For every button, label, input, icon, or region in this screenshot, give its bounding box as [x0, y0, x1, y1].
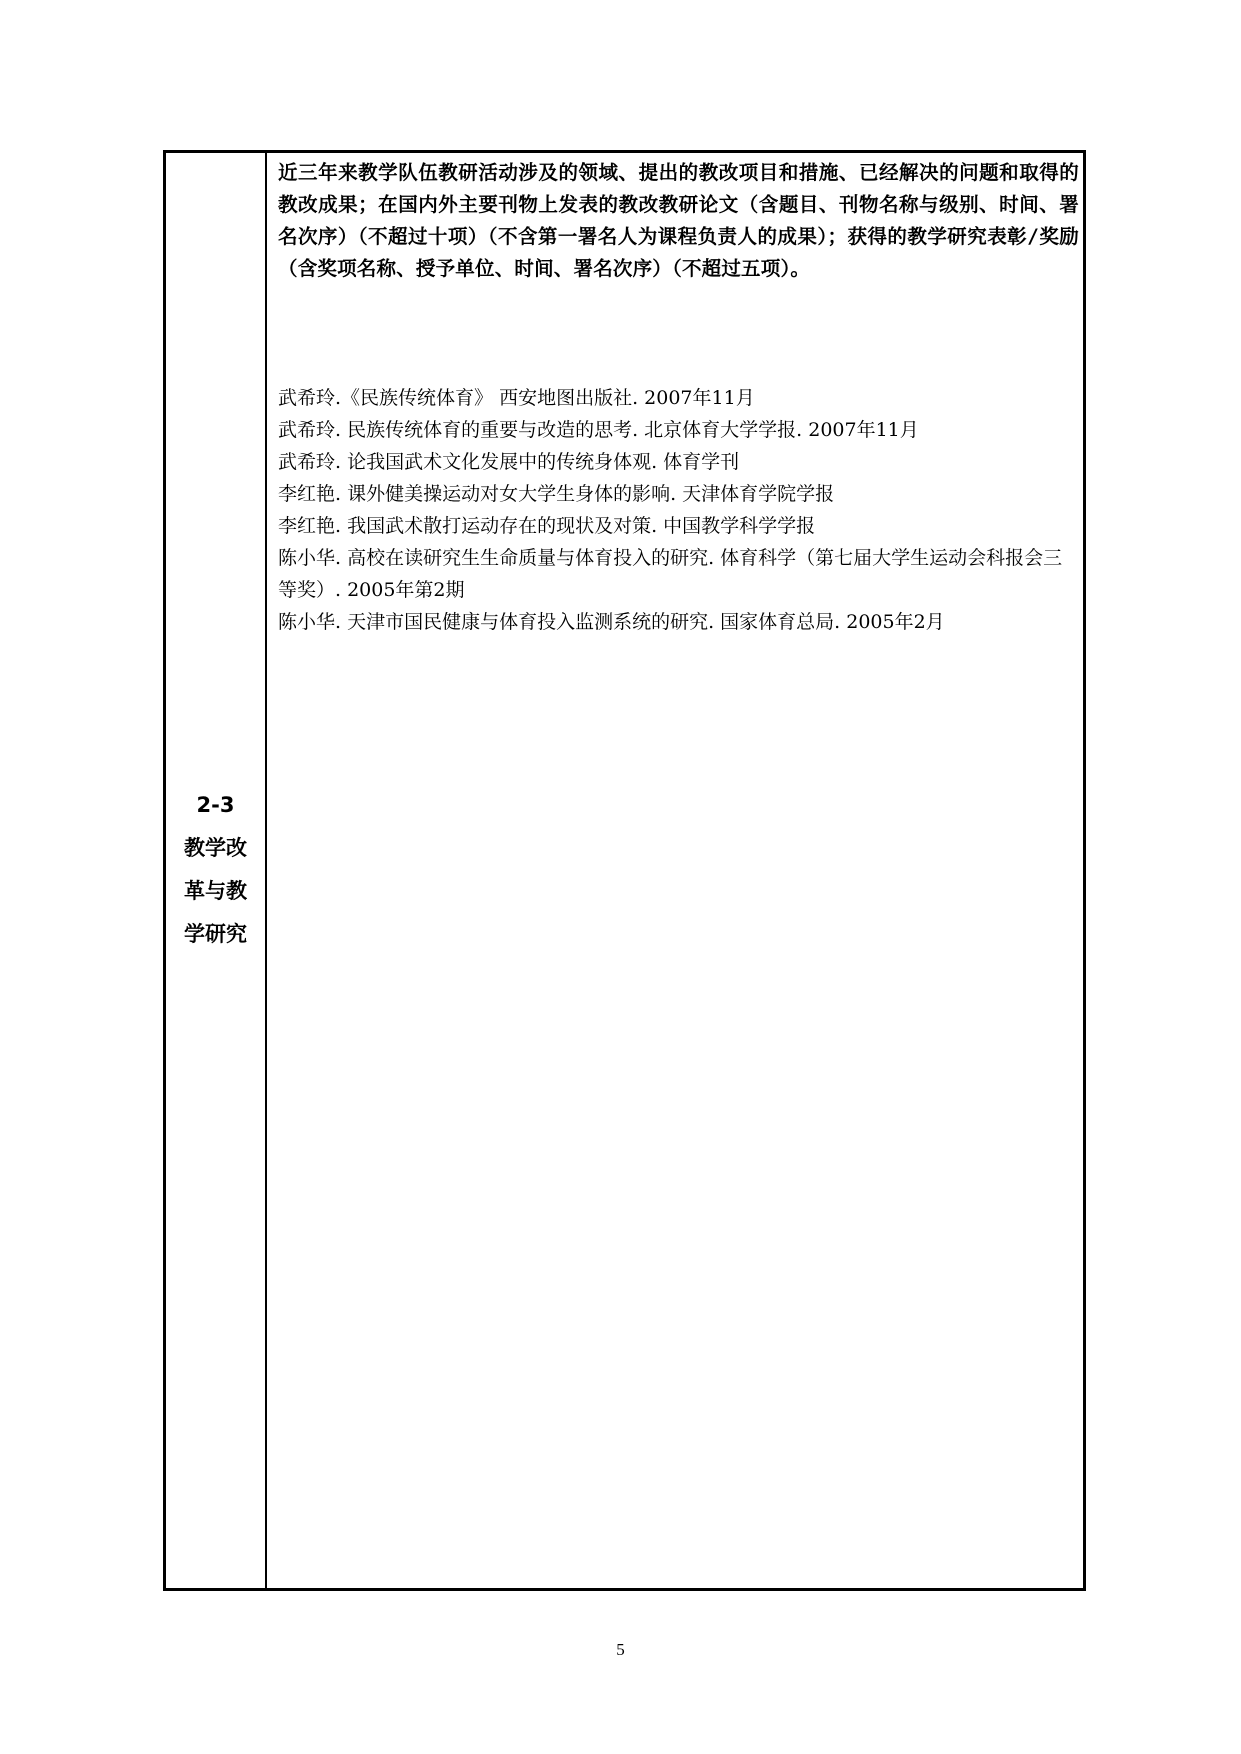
publication-entry: 李红艳. 课外健美操运动对女大学生身体的影响. 天津体育学院学报 — [278, 483, 835, 505]
section-content-cell — [267, 153, 1083, 1588]
instructions-text: 近三年来教学队伍教研活动涉及的领域、提出的教改项目和措施、已经解决的问题和取得的教改成果；在国内外主要刊物上发表的教改教研论文（含题目、刊物名称与级别、时间、署名次序）（不超过十项）（不含第一署名人为课程负责人的成果）；获得的教学研究表彰/奖励（含奖项名称、授予单位、时间、署名次序）（不超过五项）。 — [278, 161, 1079, 280]
publication-entry: 武希玲. 民族传统体育的重要与改造的思考. 北京体育大学学报. 2007年11月 — [278, 419, 919, 441]
section-label-cell — [166, 153, 267, 1588]
section-number: 2-3 — [196, 793, 235, 817]
section-title-line-3: 学研究 — [184, 922, 247, 946]
section-title-line-2: 革与教 — [184, 879, 247, 903]
publication-entry: 陈小华. 天津市国民健康与体育投入监测系统的研究. 国家体育总局. 2005年2月 — [278, 611, 945, 633]
page-number: 5 — [616, 1640, 625, 1659]
section-label — [166, 784, 265, 956]
section-table — [163, 150, 1086, 1591]
publication-list — [278, 382, 1081, 638]
section-title-line-1: 教学改 — [184, 836, 247, 860]
publication-entry: 武希玲.《民族传统体育》 西安地图出版社. 2007年11月 — [278, 387, 755, 409]
publication-entry: 武希玲. 论我国武术文化发展中的传统身体观. 体育学刊 — [278, 451, 740, 473]
publication-entry: 陈小华. 高校在读研究生生命质量与体育投入的研究. 体育科学（第七届大学生运动会科报会三等奖）. 2005年第2期 — [278, 547, 1063, 601]
publication-entry: 李红艳. 我国武术散打运动存在的现状及对策. 中国教学科学学报 — [278, 515, 816, 537]
